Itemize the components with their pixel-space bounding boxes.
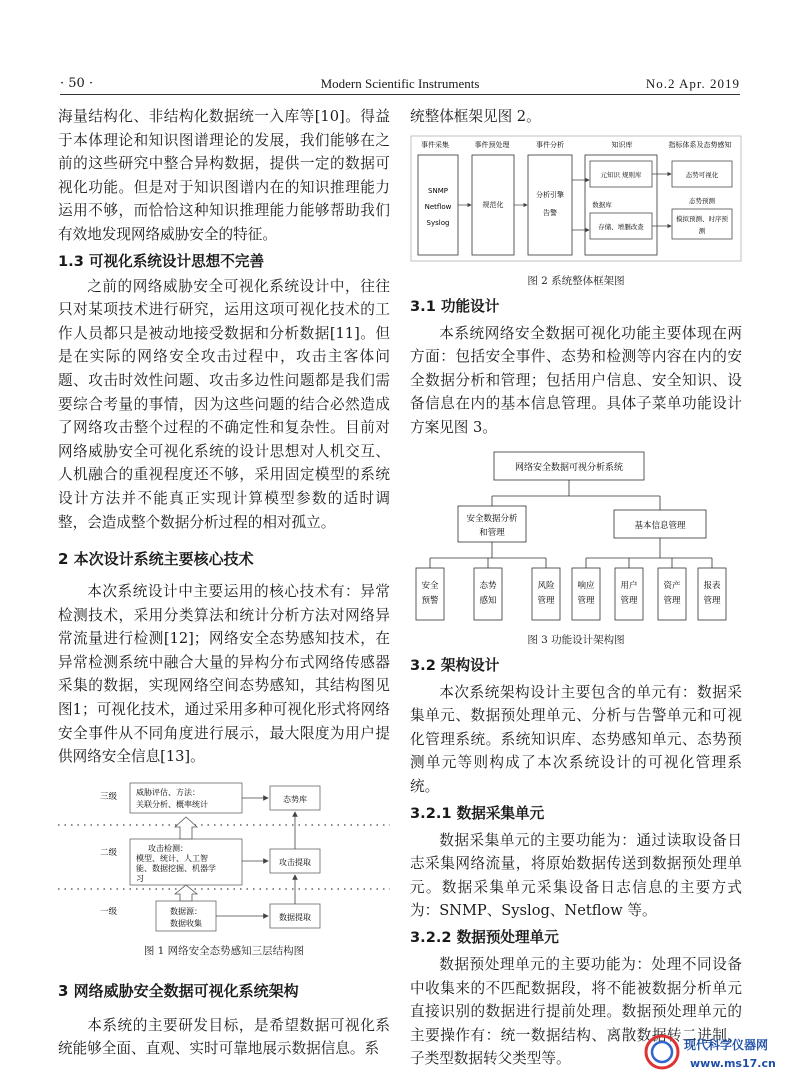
box-text: 数据源： [170,906,202,916]
watermark-name: 现代科学仪器网 [684,1038,769,1052]
leaf-label: 管理 [620,595,638,606]
svg-text:告警: 告警 [543,208,557,217]
svg-text:指标体系及态势感知: 指标体系及态势感知 [668,140,732,149]
right-column [410,105,742,1071]
leaf-box [474,568,502,620]
section-heading: 3.2.1 数据采集单元 [410,804,545,822]
svg-text:SNMP: SNMP [428,186,448,195]
leaf-box [532,568,560,620]
section-heading: 3 网络威胁安全数据可视化系统架构 [58,981,299,1000]
leaf-label: 安全 [421,580,439,591]
leaf-label: 响应 [577,580,595,591]
paragraph: 海量结构化、非结构化数据统一入库等[10]。得益于本体理论和知识图谱理论的发展，我们能够在之前的这些研究中整合异构数据，提供一定的数据可视化功能。但是对于知识图谱内在的知识推理能力运用不够，而恰恰这种知识推理能力能够帮助我们有效地发现网络威胁安全的特征。 [58,108,390,243]
paragraph: 数据采集单元的主要功能为：通过读取设备日志采集网络流量，将原始数据传送到数据预处理单元。数据采集单元采集设备日志信息的主要方式为：SNMP、Syslog、Netflow 等。 [410,831,742,920]
section-heading: 2 本次设计系统主要核心技术 [58,550,254,569]
box-text: 攻击提取 [279,857,311,867]
box-text: 数据收集 [170,918,202,928]
leaf-box [698,568,726,620]
leaf-box [572,568,600,620]
leaf-label: 报表 [703,580,721,591]
leaf-label: 风险 [537,580,555,591]
level-1-label: 一级 [100,906,118,917]
paragraph: 统整体框架见图 2。 [410,108,541,125]
leaf-box [416,568,444,620]
svg-text:知识库: 知识库 [611,140,633,149]
leaf-label: 资产 [663,580,681,591]
leaf-label: 管理 [703,595,721,606]
figure-1 [58,777,390,958]
paragraph: 本系统的主要研发目标，是希望数据可视化系统能够全面、直观、实时可靠地展示数据信息。系 [58,1016,390,1058]
leaf-nodes [416,558,726,620]
svg-text:态势预测: 态势预测 [689,196,715,205]
svg-text:元知识 规则库: 元知识 规则库 [600,170,642,179]
leaf-label: 用户 [620,580,638,591]
site-watermark [644,1029,784,1075]
svg-text:基本信息管理: 基本信息管理 [634,520,686,531]
figure-caption: 图 3 功能设计架构图 [527,633,625,646]
figure-3 [410,448,742,647]
paragraph: 之前的网络威胁安全可视化系统设计中，往往只对某项技术进行研究，运用这项可视化技术的工作人员都只是被动地接受数据和分析数据[11]。但是在实际的网络安全攻击过程中，攻击主客体问题、攻击时效性问题、攻击多边性问题都是我们需要综合考量的事情，因为这些问题的结合必然造成了网络攻击整个过程的不确定性和复杂性。目前对网络威胁安全可视化系统的设计思想对人机交互、人机融合的重视程度还不够，采用固定模型的系统设计方法并不能真正实现计算模型参数的适时调整，会造成整个数据分析过程的相对孤立。 [58,277,390,531]
svg-text:安全数据分析: 安全数据分析 [466,513,518,524]
svg-text:事件采集: 事件采集 [421,140,449,149]
section-heading: 3.1 功能设计 [410,297,500,315]
box-text: 能、数据挖掘、机器学 [136,863,216,873]
svg-text:数据库: 数据库 [592,200,612,209]
page-number: · 50 · [60,76,94,91]
svg-text:Netflow: Netflow [424,202,452,211]
svg-text:事件分析: 事件分析 [536,140,564,149]
svg-text:Syslog: Syslog [426,218,450,227]
svg-text:态势可视化: 态势可视化 [685,170,719,179]
svg-text:分析引擎: 分析引擎 [536,190,564,199]
paragraph: 数据预处理单元的主要功能为：处理不同设备中收集来的不匹配数据段，将不能被数据分析单元直接识别的数据进行提前处理。数据预处理单元的主要操作有：统一数据结构、离散数据转二进制、子类型数据转父类型等。 [410,955,742,1068]
box-text: 威胁评估、方法： [136,787,200,797]
leaf-label: 管理 [663,595,681,606]
leaf-box [615,568,643,620]
svg-text:模拟预测、时序预: 模拟预测、时序预 [676,214,728,223]
svg-text:存储、增删改查: 存储、增删改查 [598,222,644,231]
box-text: 习 [136,873,144,883]
box-text: 模型、统计、人工智 [136,853,208,863]
figure-2 [410,135,742,288]
paragraph: 本系统网络安全数据可视化功能主要体现在两方面：包括安全事件、态势和检测等内容在内的安全数据分析和管理；包括用户信息、安全知识、设备信息在内的基本信息管理。具体子菜单功能设计方案见图 3。 [410,324,742,436]
box-text: 数据提取 [279,912,311,922]
analysis-box [528,155,572,255]
figure-caption: 图 1 网络安全态势感知三层结构图 [143,944,305,957]
running-header [60,74,740,95]
leaf-label: 预警 [421,595,439,606]
box-text: 态势库 [283,794,307,804]
leaf-box [658,568,686,620]
box-text: 关联分析、概率统计 [136,799,208,809]
box-text: 攻击检测： [148,843,188,853]
function-design-diagram [410,448,742,626]
leaf-label: 感知 [479,595,497,606]
issue-info: No.2 Apr. 2019 [645,76,740,91]
situational-awareness-diagram [58,777,390,935]
leaf-label: 态势 [479,580,497,591]
section-heading: 3.2.2 数据预处理单元 [410,928,559,946]
svg-text:事件预处理: 事件预处理 [474,140,510,149]
figure-caption: 图 2 系统整体框架图 [527,274,625,287]
paragraph: 本次系统设计中主要运用的核心技术有：异常检测技术，采用分类算法和统计分析方法对网络异常流量进行检测[12]；网络安全态势感知技术，在异常检测系统中融合大量的异构分布式网络传感器采集的数据，实现网络空间态势感知，其结构图见图1；可视化技术，通过采用多种可视化形式将网络安全事件从不同角度进行展示，最大限度为用户提供网络安全信息[13]。 [58,583,390,766]
level-2-label: 二级 [100,847,118,858]
svg-text:规范化: 规范化 [482,200,504,209]
journal-name: Modern Scientific Instruments [320,76,480,91]
leaf-label: 管理 [577,595,595,606]
level-3-label: 三级 [100,791,118,802]
svg-text:网络安全数据可视分析系统: 网络安全数据可视分析系统 [514,462,624,473]
svg-text:和管理: 和管理 [479,527,505,538]
paragraph: 本次系统架构设计主要包含的单元有：数据采集单元、数据预处理单元、分析与告警单元和可视化管理系统。系统知识库、态势感知单元、态势预测单元等则构成了本次系统设计的可视化管理系统。 [410,683,742,795]
svg-text:测: 测 [698,226,706,235]
watermark-url: www.ms17.cn [690,1057,776,1070]
system-framework-diagram [410,135,742,263]
leaf-label: 管理 [537,595,555,606]
left-column [58,105,390,1061]
section-heading: 3.2 架构设计 [410,656,500,674]
section-heading: 1.3 可视化系统设计思想不完善 [58,252,265,270]
